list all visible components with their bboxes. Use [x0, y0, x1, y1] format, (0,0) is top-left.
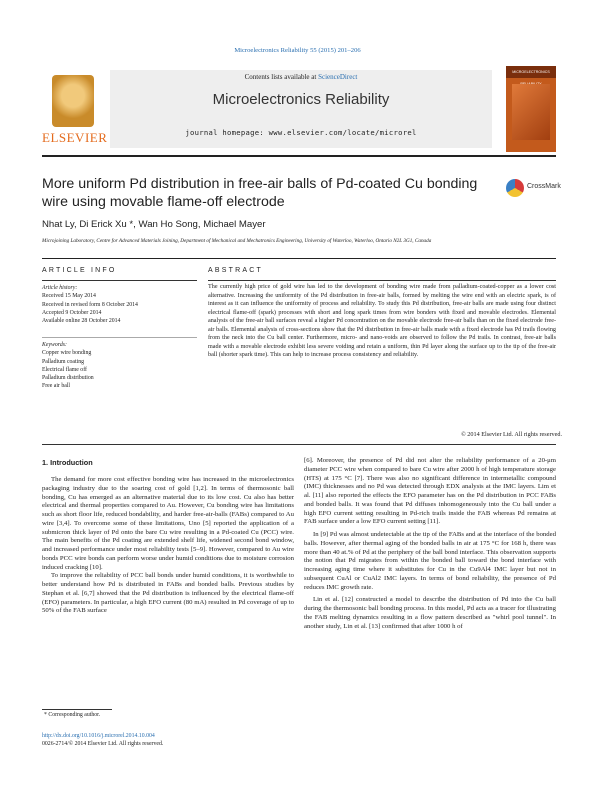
history-label: Article history:	[42, 285, 78, 291]
history-item: Received 15 May 2014	[42, 293, 96, 300]
doi-block	[42, 732, 163, 748]
keyword: Electrical flame off	[42, 366, 87, 373]
cover-image	[512, 84, 550, 140]
footnote-rule	[42, 709, 112, 710]
info-divider	[42, 337, 197, 338]
contents-line	[110, 73, 492, 81]
crossmark-badge[interactable]	[506, 179, 570, 199]
paragraph: [6]. Moreover, the presence of Pd did not alter the reliability performance of a 20-μm diameter PCC wire when compared to bare Cu wire after 2000 h of high temperature storage (HTS) at 175 °C [7]. There was also no significant difference in intermetallic compound (IMC) thicknesses and no Pd was detected through EDX analysis at the IMC layers. Lim et al. [11] also reported the effects the EFO parameter has on the Pd distribution in PCC FABs and bonded balls. It was found that Pd diffuses inhomogeneously into the Cu ball under a high EFO current setting resulting in Pd-rich trails inside the FAB whereas Pd remains at FAB surface under a low EFO current setting [11].	[304, 457, 556, 526]
info-rule	[42, 280, 197, 281]
paragraph: To improve the reliability of PCC ball bonds under humid conditions, it is worthwhile to better understand how Pd is distributed in FABs and bonded balls. Previous studies by Stephan et al. [6,7] showed that the Pd distribution is influenced by the electrical flame-off (EFO) parameters. In particular, a high EFO current (80 mA) resulted in Pd coverage of up to 50% of the FAB surface	[42, 572, 294, 615]
cover-title: MICROELECTRONICS	[506, 66, 556, 78]
keyword: Copper wire bonding	[42, 350, 92, 357]
history-item: Received in revised form 8 October 2014	[42, 301, 138, 308]
keyword: Palladium distribution	[42, 375, 94, 382]
keywords-label: Keywords:	[42, 342, 67, 348]
header-rule	[42, 155, 556, 157]
article-history	[42, 284, 197, 325]
issn-line: 0026-2714/© 2014 Elsevier Ltd. All rights reserved.	[42, 741, 164, 747]
elsevier-logo-text: ELSEVIER	[42, 130, 108, 145]
section-heading: 1. Introduction	[42, 458, 93, 467]
copyright: © 2014 Elsevier Ltd. All rights reserved.	[461, 431, 562, 438]
section-rule	[42, 258, 556, 259]
footnote: * Corresponding author.	[44, 712, 101, 718]
crossmark-label: CrossMark	[527, 183, 561, 190]
body-column-left	[42, 476, 294, 616]
abstract-rule	[208, 280, 556, 281]
abstract-heading: ABSTRACT	[208, 267, 263, 274]
doi-link[interactable]: http://dx.doi.org/10.1016/j.microrel.2014.10.004	[42, 733, 155, 739]
journal-reference[interactable]: Microelectronics Reliability 55 (2015) 201–206	[234, 47, 361, 54]
sciencedirect-link[interactable]: ScienceDirect	[318, 73, 358, 81]
affiliation: Microjoining Laboratory, Centre for Advanced Materials Joining, Department of Mechanical and Mechatronics Engineering, University of Waterloo, Waterloo, Ontario N2L 3G1, Canada	[42, 238, 432, 244]
journal-title: Microelectronics Reliability	[212, 91, 390, 108]
journal-cover	[506, 66, 556, 152]
keywords	[42, 341, 197, 391]
body-rule	[42, 444, 556, 445]
crossmark-icon	[506, 179, 524, 197]
keyword: Palladium coating	[42, 358, 85, 365]
article-info-heading: ARTICLE INFO	[42, 267, 117, 274]
paragraph: In [9] Pd was almost undetectable at the tip of the FABs and at the interface of the bonded balls. However, after thermal aging of the bonded balls in air at 175 °C for 168 h, there was more than 40 at.% of Pd at the periphery of the ball bond interface. This observation supports the notion that Pd migrates from within the bonded ball toward the bond interface with increasing aging time where it substitutes for Cu in the Cu9Al4 IMC layer but not in subsequent CuAl or CuAl2 IMC layers. In terms of bond reliability, the presence of Pd reduces IMC growth rate.	[304, 531, 556, 591]
elsevier-logo	[42, 75, 108, 147]
paragraph: The demand for more cost effective bonding wire has increased in the microelectronics packaging industry due to the soaring cost of gold [1,2]. In terms of thermosonic ball bonding, Cu has emerged as an alternative material due to its low cost. Cu also has better electrical and thermal properties compared to Au. However, Cu bonding wire has limitations such as short floor life, reduced bondability, and harder free-air-balls (FABs) compared to Au wire [3,4]. To overcome some of these limitations, Uno [5] reported the application of a submicron thick layer of Pd onto the bare Cu wire resulting in a Pd-coated Cu (PCC) wire. The main benefits of the Pd coating are extended shelf life, widened second bond window, and increased performance under most reliability tests [5–9]. However, compared to Au wire bonds PCC wire bonds can perform worse under humid conditions due to moisture corrosion induced cracking [10].	[42, 476, 294, 571]
keyword: Free air ball	[42, 383, 71, 390]
history-item: Available online 28 October 2014	[42, 318, 121, 325]
paragraph: Lin et al. [12] constructed a model to describe the distribution of Pd into the Cu ball during the thermosonic ball bonding process. In this model, Pd acts as a tracer for illustrating the FAB melting dynamics resulting in a flow pattern described as "whirl pool tunnel". In another study, Lin et al. [13] confirmed that after 1000 h of	[304, 596, 556, 630]
contents-prefix: Contents lists available at	[244, 73, 319, 81]
history-item: Accepted 9 October 2014	[42, 309, 102, 316]
journal-homepage[interactable]: journal homepage: www.elsevier.com/locate/microrel	[185, 128, 417, 137]
elsevier-tree-icon	[52, 75, 94, 127]
body-column-right	[304, 457, 556, 631]
author-list: Nhat Ly, Di Erick Xu *, Wan Ho Song, Michael Mayer	[42, 219, 266, 230]
article-title: More uniform Pd distribution in free-air balls of Pd-coated Cu bonding wire using movable flame-off electrode	[42, 176, 478, 210]
abstract-text: The currently high price of gold wire has led to the development of bonding wire made from palladium-coated-copper as a lower cost alternative. Increasing the uniformity of the Pd distribution in free-air balls, formed by melting the wire end with an electric spark, is of interest as it can influence the uniformity of process and reliability. To study this Pd distribution, free-air balls are made using four distinct electrical flame-off (spark) processes with short and long spark times from wire bonders with fixed and movable electrodes. Elemental analysis of the free-air ball surfaces reveal a higher Pd concentration on the movable electrode free-air balls than on the fixed electrode free-air balls. Elemental analysis of cross-sections show that the Pd distribution in free-air balls made with a fixed electrode has Pd trails flowing from the neck into the Cu ball center. Furthermore, micro- and nano-voids are observed to follow the Pd trails. In contrast, free-air balls made with a movable electrode exhibit less severe voiding and retain a uniform, thin Pd layer along the surface up to the tip of the free-air ball (shorter spark time). This can help to increase process consistency and reliability.	[208, 284, 556, 359]
